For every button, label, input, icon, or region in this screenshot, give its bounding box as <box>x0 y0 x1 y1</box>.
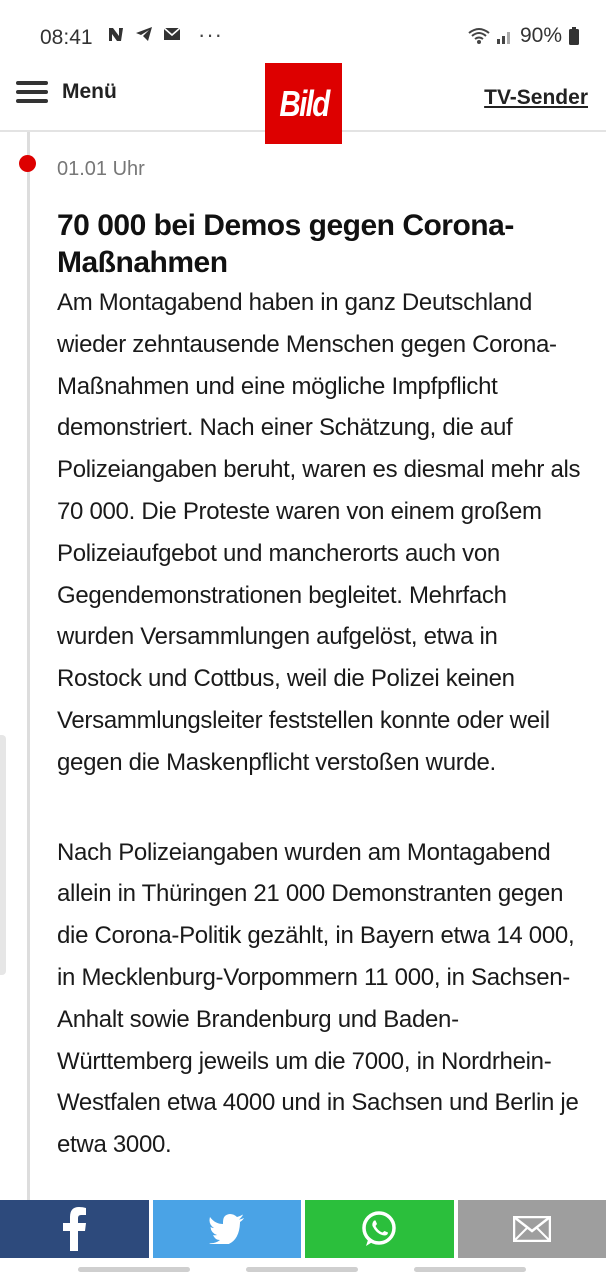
timeline-line <box>27 132 30 1200</box>
entry-headline: 70 000 bei Demos gegen Corona-Maßnahmen <box>57 209 514 279</box>
menu-button[interactable] <box>16 80 117 104</box>
twitter-icon <box>209 1214 245 1244</box>
timeline-dot <box>19 155 36 172</box>
nav-pill-center[interactable] <box>246 1267 358 1272</box>
entry-time: 01.01 Uhr <box>57 158 145 180</box>
more-notifications-icon: ··· <box>198 22 223 47</box>
share-mail-button[interactable] <box>458 1200 606 1258</box>
mail-icon <box>162 24 182 44</box>
paragraph-2: Nach Polizeiangaben wurden am Montagabend allein in Thüringen 21 000 Demonstranten gegen die Corona-Politik gezählt, in Bayern etwa 14 000, in Mecklenburg-Vorpommern 11 000, in Sachsen-Anhalt sowie Brandenburg und Baden-Württemberg jeweils um die 7000, in Nordrhein-Westfalen etwa 4000 und in Sachsen und Berlin je etwa 3000. <box>57 838 579 1159</box>
site-header <box>0 60 606 132</box>
status-time: 08:41 <box>40 26 93 49</box>
notification-icons <box>106 24 182 44</box>
signal-icon <box>496 26 514 46</box>
battery-level: 90% <box>519 24 562 47</box>
system-icons <box>468 24 580 48</box>
wifi-icon <box>468 26 490 46</box>
n-app-icon <box>106 24 126 44</box>
share-facebook-button[interactable] <box>0 1200 149 1258</box>
whatsapp-icon <box>360 1210 398 1248</box>
tv-sender-link[interactable]: TV-Sender <box>484 86 588 109</box>
hamburger-icon <box>16 80 48 104</box>
nav-pill-right[interactable] <box>414 1267 526 1272</box>
nav-pill-left[interactable] <box>78 1267 190 1272</box>
mail-icon <box>513 1216 551 1242</box>
facebook-icon <box>59 1207 89 1251</box>
bild-logo[interactable] <box>265 63 342 144</box>
menu-label: Menü <box>62 80 117 103</box>
share-twitter-button[interactable] <box>153 1200 302 1258</box>
battery-icon <box>568 26 580 46</box>
logo-text: Bild <box>278 82 329 124</box>
telegram-icon <box>134 24 154 44</box>
navigation-bar <box>0 1258 606 1280</box>
article-body <box>57 282 587 1214</box>
share-bar <box>0 1200 606 1258</box>
edge-panel-handle[interactable] <box>0 735 6 975</box>
share-whatsapp-button[interactable] <box>305 1200 454 1258</box>
paragraph-1: Am Montagabend haben in ganz Deutschland wieder zehntausende Menschen gegen Corona-Maßnahmen und eine mögliche Impfpflicht demonstriert. Nach einer Schätzung, die auf Polizeiangaben beruht, waren es diesmal mehr als 70 000. Die Proteste waren von einem großem Polizeiaufgebot und mancherorts auch von Gegendemonstrationen begleitet. Mehrfach wurden Versammlungen aufgelöst, etwa in Rostock und Cottbus, weil die Polizei keinen Versammlungsleiter feststellen konnte oder weil gegen die Maskenpflicht verstoßen wurde. <box>57 289 581 776</box>
